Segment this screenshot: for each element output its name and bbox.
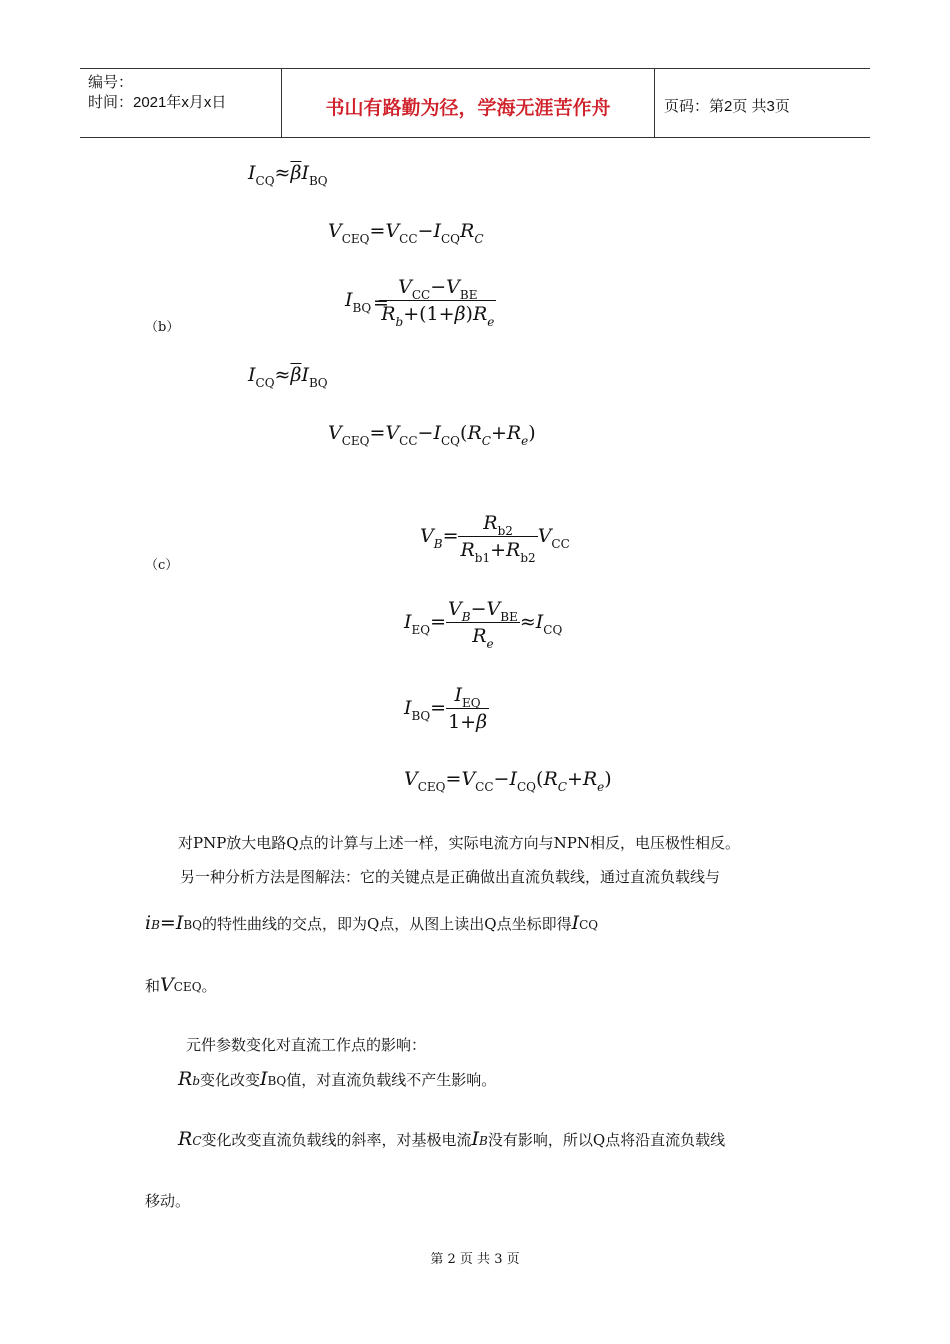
formula-icq-approx-1: $I_{CQ}\approx\overline{\beta}I_{BQ}$ — [248, 162, 328, 188]
paragraph-rc-move: 移动。 — [145, 1192, 191, 1210]
header-right-cell — [655, 69, 870, 137]
paragraph-and-vceq: 和VCEQ。 — [145, 974, 217, 996]
header-left-cell — [80, 69, 282, 137]
formula-ibq-b: $I_{BQ}$ $\frac{V_{CC}-V_{BE}}{R_b+(1+\beta)R_e}$ — [345, 276, 495, 329]
header-center-cell — [282, 69, 655, 137]
paragraph-intersection-line: iB=IBQ的特性曲线的交点，即为Q点，从图上读出Q点坐标即得ICQ — [145, 912, 599, 934]
document-number-label: 编号： — [88, 74, 134, 91]
document-time-label: 时间：2021年x月x日 — [88, 94, 227, 111]
paragraph-pnp: 对PNP放大电路Q点的计算与上述一样，实际电流方向与NPN相反，电压极性相反。 — [178, 834, 740, 852]
intersection-text: 的特性曲线的交点，即为Q点，从图上读出Q点坐标即得 — [202, 915, 572, 933]
formula-ieq: $I_{EQ}=$ $\frac{V_B-V_{BE}}{R_e}$ $\approx I_{CQ}$ — [404, 598, 563, 651]
paragraph-rc-effect: RC变化改变直流负载线的斜率，对基极电流IB没有影响，所以Q点将沿直流负载线 — [178, 1128, 726, 1150]
rc-text-1: 变化改变直流负载线的斜率，对基极电流 — [201, 1131, 472, 1149]
header-page-info: 页码：第2页 共3页 — [664, 98, 790, 115]
rb-text-2: 值，对直流负载线不产生影响。 — [286, 1071, 497, 1089]
formula-vceq-3: $V_{CEQ}=V_{CC}-I_{CQ}(R_C+R_e)$ — [404, 768, 612, 794]
paragraph-graphic-method: 另一种分析方法是图解法：它的关键点是正确做出直流负载线，通过直流负载线与 — [180, 868, 721, 886]
formula-icq-approx-2: $I_{CQ}\approx\overline{\beta}I_{BQ}$ — [248, 364, 328, 390]
paragraph-effects-title: 元件参数变化对直流工作点的影响： — [186, 1036, 427, 1054]
page-header — [80, 68, 870, 138]
section-label-b: （b） — [145, 320, 180, 335]
formula-ibq-c: $I_{BQ}=$ $\frac{I_{EQ}}{1+\beta}$ — [404, 684, 488, 733]
period-text: 。 — [201, 977, 217, 995]
equals-sign-b: = — [373, 292, 389, 314]
formula-vb: $V_B=$ $\frac{R_{b2}}{R_{b1}+R_{b2}}$ $V_{CC}$ — [420, 512, 570, 565]
page-footer: 第 2 页 共 3 页 — [430, 1252, 520, 1267]
section-label-c: （c） — [145, 558, 179, 573]
header-motto: 书山有路勤为径，学海无涯苦作舟 — [325, 97, 611, 119]
rc-text-2: 没有影响，所以Q点将沿直流负载线 — [487, 1131, 726, 1149]
rb-text-1: 变化改变 — [200, 1071, 261, 1089]
formula-vceq-2: $V_{CEQ}=V_{CC}-I_{CQ}(R_C+R_e)$ — [328, 422, 536, 448]
paragraph-rb-effect: Rb变化改变IBQ值，对直流负载线不产生影响。 — [178, 1068, 497, 1090]
and-text: 和 — [145, 977, 161, 995]
formula-vceq-1: $V_{CEQ}=V_{CC}-I_{CQ}R_C$ — [328, 220, 484, 246]
